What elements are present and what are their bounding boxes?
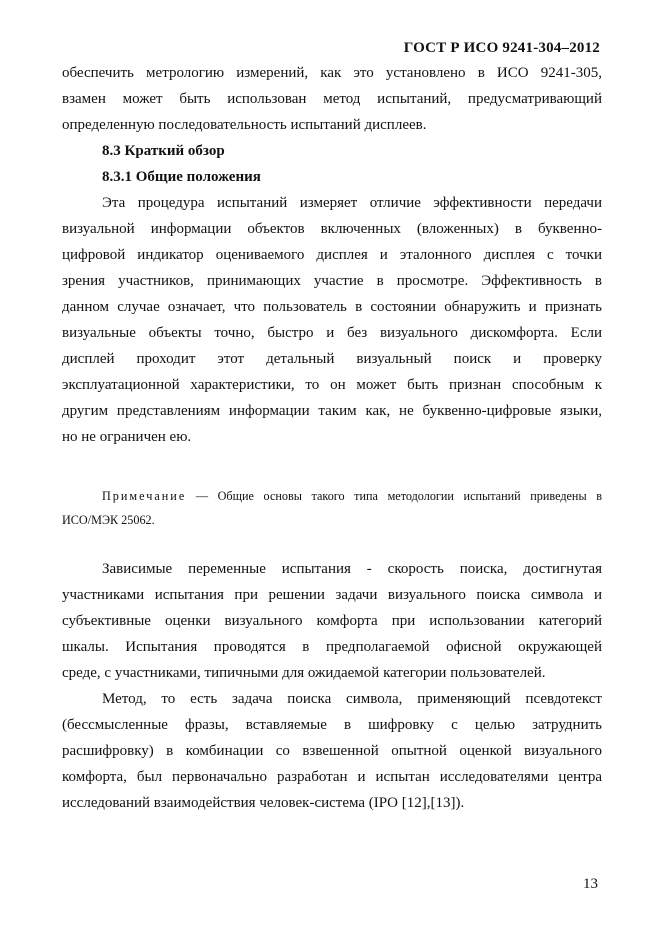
text-line: среде, с участниками, типичными для ожидаемой категории пользователей. (62, 665, 546, 681)
text-line: Метод, то есть задача поиска символа, применяющий псевдотекст (102, 691, 602, 707)
text-line: участниками испытания при решении задачи визуального поиска символа и (62, 587, 602, 603)
text-line: обеспечить метрологию измерений, как это установлено в ИСО 9241-305, (62, 65, 602, 81)
document-header: ГОСТ Р ИСО 9241-304–2012 (403, 40, 600, 56)
text-line: расшифровку) в комбинации со взвешенной опытной оценкой визуального (62, 743, 602, 759)
text-line: шкалы. Испытания проводятся в предполагаемой офисной окружающей (62, 639, 602, 655)
text-line: Зависимые переменные испытания - скорость поиска, достигнутая (102, 561, 602, 577)
note-line: ИСО/МЭК 25062. (62, 513, 155, 527)
text-line: комфорта, был первоначально разработан и испытан исследователями центра (62, 769, 602, 785)
text-line: определенную последовательность испытаний дисплеев. (62, 117, 427, 133)
text-line: но не ограничен ею. (62, 429, 192, 445)
text-line: (бессмысленные фразы, вставляемые в шифровку с целью затруднить (62, 717, 602, 733)
text-line: субъективные оценки визуального комфорта при использовании категорий (62, 613, 602, 629)
text-line: дисплей проходит этот детальный визуальный поиск и проверку (62, 351, 602, 367)
text-line: взамен может быть использован метод испытаний, предусматривающий (62, 91, 602, 107)
text-line: зрения участников, принимающих участие в просмотре. Эффективность в (62, 273, 602, 289)
section-heading: 8.3 Краткий обзор (102, 143, 225, 159)
text-line: визуальные объекты точно, быстро и без визуального дискомфорта. Если (62, 325, 602, 341)
text-line: данном случае означает, что пользователь в состоянии обнаружить и признать (62, 299, 602, 315)
page-number: 13 (583, 876, 598, 892)
text-line: Эта процедура испытаний измеряет отличие эффективности передачи (102, 195, 602, 211)
text-line: цифровой индикатор оцениваемого дисплея и эталонного дисплея с точки (62, 247, 602, 263)
note-line (62, 484, 602, 508)
text-line: другим представлениям информации таким как, не буквенно-цифровые языки, (62, 403, 602, 419)
text-line: эксплуатационной характеристики, то он может быть признан способным к (62, 377, 602, 393)
text-line: визуальной информации объектов включенных (вложенных) в буквенно- (62, 221, 602, 237)
subsection-heading: 8.3.1 Общие положения (102, 169, 261, 185)
note-text: — Общие основы такого типа методологии испытаний приведены в (186, 489, 602, 503)
page-content (62, 60, 602, 816)
note-label: Примечание (102, 489, 187, 503)
text-line: исследований взаимодействия человек-система (IPO [12],[13]). (62, 795, 465, 811)
